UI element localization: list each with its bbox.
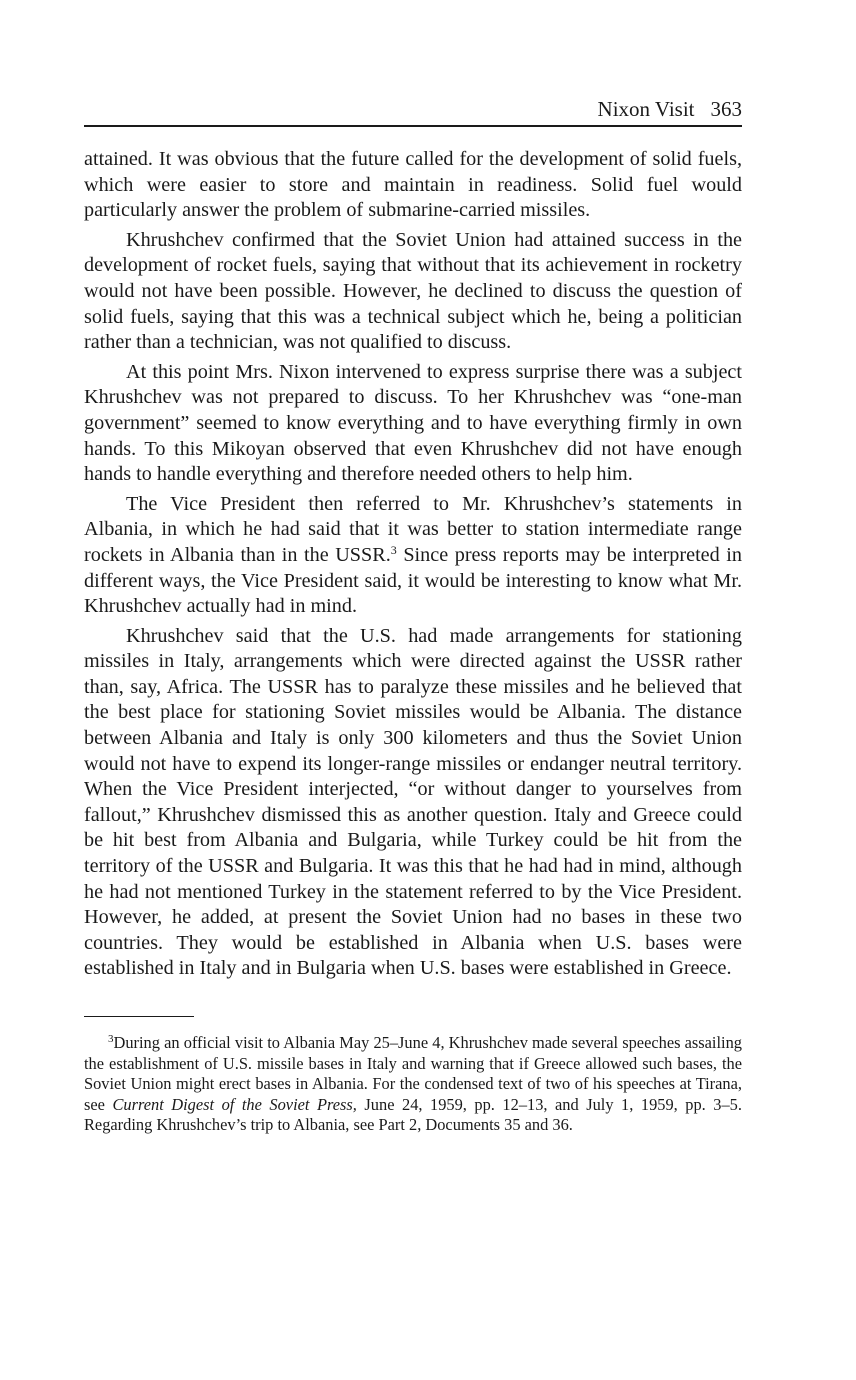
paragraph-2: Khrushchev confirmed that the Soviet Union had attained success in the development of rocket fuels, saying that without that its achievement in rocketry would not have been possible. However, he declined to discuss the question of solid fuels, saying that this was a technical subject which he, being a politician rather than a technician, was not qualified to discuss. [84, 228, 742, 354]
paragraph-4 [84, 492, 742, 620]
paragraph-5: Khrushchev said that the U.S. had made arrangements for stationing missiles in Italy, arrangements which were directed against the USSR rather than, say, Africa. The USSR has to paralyze these missiles and he believed that the best place for stationing Soviet missiles would be Albania. The distance between Albania and Italy is only 300 kilometers and thus the Soviet Union would not have to expend its longer-range missiles or endanger neutral territory. When the Vice President interjected, “or without danger to yourselves from fallout,” Khrushchev dismissed this as another question. Italy and Greece could be hit best from Albania and Bulgaria, while Turkey could be hit from the territory of the USSR and Bulgaria. It was this that he had had in mind, although he had not mentioned Turkey in the statement referred to by the Vice President. However, he added, at present the Soviet Union had no bases in these two countries. They would be established in Albania when U.S. bases were established in Italy and in Bulgaria when U.S. bases were established in Greece. [84, 624, 742, 980]
running-title: Nixon Visit [597, 97, 695, 121]
page-number: 363 [710, 97, 742, 121]
paragraph-4-part-a: The Vice President then referred to Mr. Khrushchev’s statements in Albania, in which he had said that it was better to station intermediate range rockets in Albania than in the USSR. [84, 492, 742, 566]
paragraph-3: At this point Mrs. Nixon intervened to express surprise there was a subject Khrushchev was not prepared to discuss. To her Khrushchev was “one-man government” seemed to know everything and to have everything firmly in own hands. To this Mikoyan observed that even Khrushchev did not have enough hands to handle everything and therefore needed others to help him. [84, 360, 742, 486]
footnote-text-b: June 24, 1959, pp. 12–13, and July 1, 1959, pp. 3–5. Regarding Khrushchev’s trip to Albania, see Part 2, Documents 35 and 36. [84, 1094, 742, 1134]
footnote-marker: 3 [108, 1033, 114, 1045]
footnote-text-a: During an official visit to Albania May 25–June 4, Khrushchev made several speeches assailing the establishment of U.S. missile bases in Italy and warning that if Greece allowed such bases, the Soviet Union might erect bases in Albania. For the condensed text of two of his speeches at Tirana, see [84, 1033, 742, 1114]
footnote-divider [84, 1016, 194, 1017]
running-header [84, 95, 742, 127]
footnote-reference[interactable]: 3 [390, 542, 397, 557]
body-text [84, 147, 742, 982]
footnote-publication-title: Current Digest of the Soviet Press, [112, 1094, 357, 1114]
paragraph-1: attained. It was obvious that the future called for the development of solid fuels, which were easier to store and maintain in readiness. Solid fuel would particularly answer the problem of submarine-carried missiles. [84, 148, 742, 222]
document-page [84, 95, 742, 1136]
paragraph-4-part-b: Since press reports may be interpreted in different ways, the Vice President said, it would be interesting to know what Mr. Khrushchev actually had in mind. [84, 543, 742, 618]
footnote [84, 1033, 742, 1136]
